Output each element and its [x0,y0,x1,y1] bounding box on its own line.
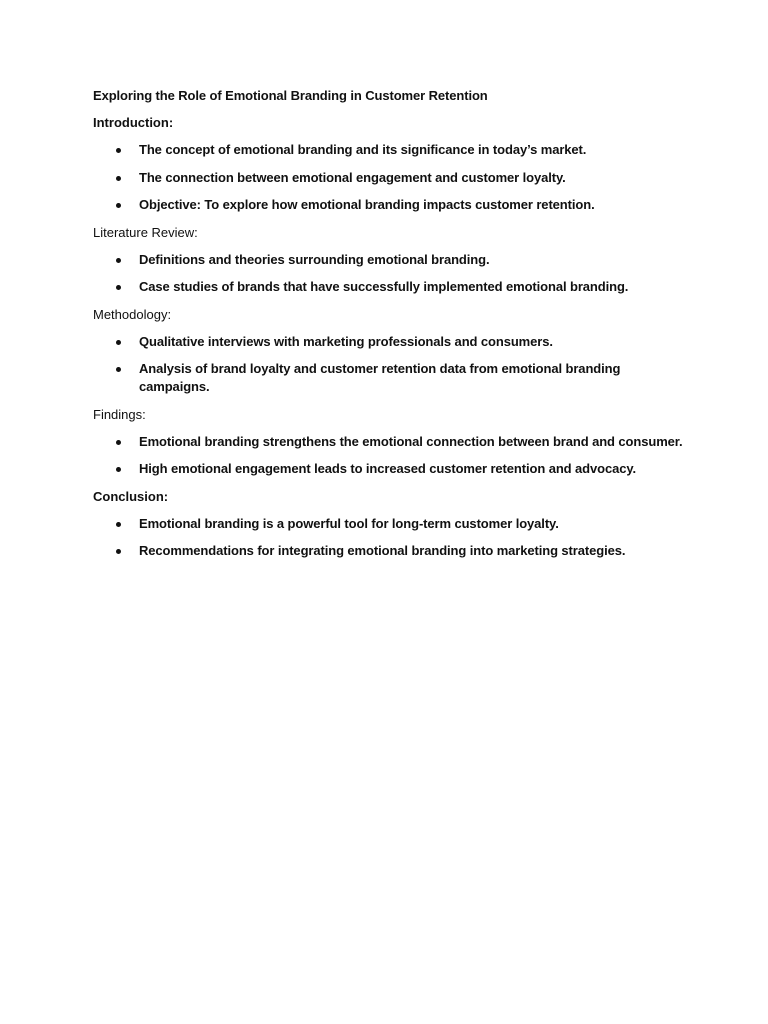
list-item [93,278,693,296]
bullet-list [93,251,693,297]
bullet-icon [116,148,121,153]
list-item-text: The concept of emotional branding and its significance in today’s market. [139,142,587,157]
section-methodology [93,306,693,397]
bullet-icon [116,367,121,372]
section-heading: Findings: [93,406,146,422]
bullet-icon [116,440,121,445]
bullet-icon [116,285,121,290]
bullet-icon [116,467,121,472]
list-item-text: Emotional branding strengthens the emotional connection between brand and consumer. [139,433,683,449]
section-findings [93,406,693,479]
list-item-text: Analysis of brand loyalty and customer retention data from emotional branding campaigns. [139,361,621,394]
bullet-icon [116,522,121,527]
section-introduction [93,114,693,214]
list-item [93,333,693,351]
document-title: Exploring the Role of Emotional Branding in Customer Retention [93,88,488,103]
section-conclusion [93,488,693,561]
bullet-icon [116,176,121,181]
list-item-text: Case studies of brands that have successfully implemented emotional branding. [139,279,629,294]
bullet-icon [116,549,121,554]
section-heading: Literature Review: [93,224,198,240]
list-item [93,460,693,478]
section-literature-review [93,224,693,297]
bullet-icon [116,258,121,263]
bullet-list [93,141,693,214]
list-item [93,141,693,159]
list-item-text: Emotional branding is a powerful tool for long-term customer loyalty. [139,515,559,531]
list-item-text: Objective: To explore how emotional branding impacts customer retention. [139,197,595,212]
document-page [93,87,693,570]
bullet-list [93,515,693,561]
section-heading: Conclusion: [93,488,169,504]
section-heading: Introduction: [93,115,174,130]
list-item [93,433,693,451]
list-item-text: High emotional engagement leads to increased customer retention and advocacy. [139,461,637,476]
list-item-text: The connection between emotional engagement and customer loyalty. [139,169,566,185]
list-item-text: Recommendations for integrating emotional branding into marketing strategies. [139,543,626,558]
bullet-list [93,333,693,397]
list-item [93,542,693,560]
list-item-text: Definitions and theories surrounding emotional branding. [139,251,490,267]
list-item-text: Qualitative interviews with marketing professionals and consumers. [139,333,553,349]
list-item [93,169,693,187]
list-item [93,360,693,396]
section-heading: Methodology: [93,306,172,322]
bullet-list [93,433,693,479]
list-item [93,196,693,214]
list-item [93,251,693,269]
bullet-icon [116,340,121,345]
list-item [93,515,693,533]
bullet-icon [116,203,121,208]
